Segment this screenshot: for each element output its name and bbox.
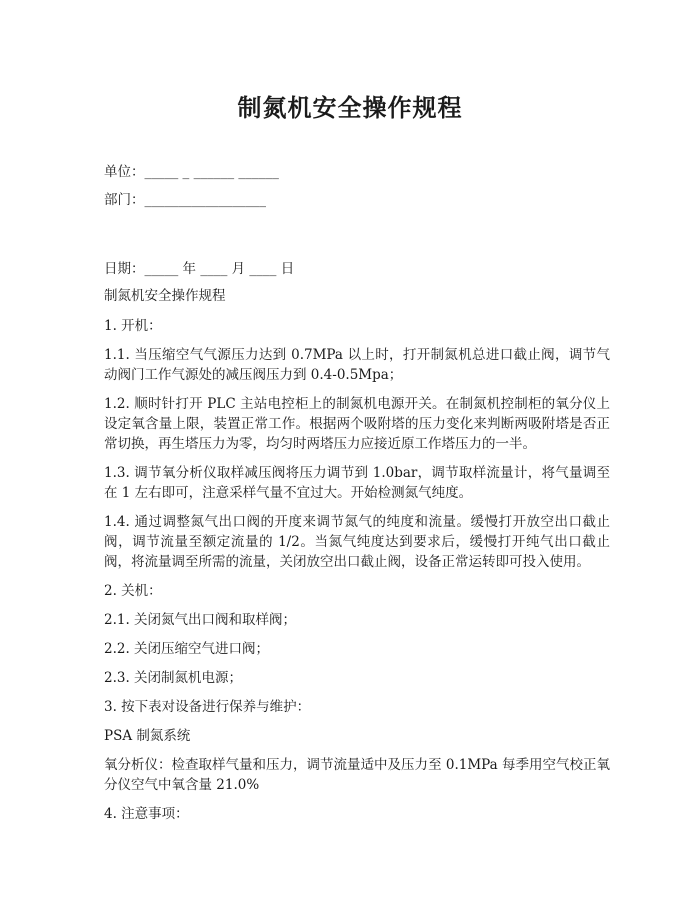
section-maintenance-heading: 3. 按下表对设备进行保养与维护： (104, 699, 311, 715)
maintenance-system-name: PSA 制氮系统 (104, 728, 191, 744)
body-heading: 制氮机安全操作规程 (104, 288, 226, 304)
step-2-1: 2.1. 关闭氮气出口阀和取样阀； (104, 612, 297, 628)
document-title: 制氮机安全操作规程 (237, 93, 463, 122)
step-1-3: 1.3. 调节氧分析仪取样减压阀将压力调节到 1.0bar，调节取样流量计，将气量调至在 1 左右即可，注意采样气量不宜过大。开始检测氮气纯度。 (104, 465, 610, 501)
document-body (104, 286, 610, 833)
section-notes-heading: 4. 注意事项： (104, 806, 189, 822)
section-shutdown-heading: 2. 关机： (104, 583, 162, 599)
date-field: 日期：_____ 年 ____ 月 ____ 日 (104, 261, 295, 277)
step-1-2: 1.2. 顺时针打开 PLC 主站电控柜上的制氮机电源开关。在制氮机控制柜的氧分仪上设定氧含量上限，装置正常工作。根据两个吸附塔的压力变化来判断两吸附塔是否正常切换，再生塔压力为零，均匀时两塔压力应接近原工作塔压力的一半。 (104, 396, 610, 452)
maintenance-oxygen-analyzer: 氧分析仪：检查取样气量和压力，调节流量适中及压力至 0.1MPa 每季用空气校正氧分仪空气中氧含量 21.0% (104, 757, 610, 793)
section-startup-heading: 1. 开机： (104, 318, 162, 334)
unit-field: 单位：_____ _ ______ ______ (104, 164, 279, 180)
step-1-1: 1.1. 当压缩空气气源压力达到 0.7MPa 以上时，打开制氮机总进口截止阀，调节气动阀门工作气源处的减压阀压力到 0.4-0.5Mpa； (104, 347, 610, 383)
step-2-3: 2.3. 关闭制氮机电源； (104, 670, 243, 686)
step-2-2: 2.2. 关闭压缩空气进口阀； (104, 641, 270, 657)
step-1-4: 1.4. 通过调整氮气出口阀的开度来调节氮气的纯度和流量。缓慢打开放空出口截止阀，调节流量至额定流量的 1/2。当氮气纯度达到要求后，缓慢打开纯气出口截止阀，将流量调至所需的流量，关闭放空出口截止阀，设备正常运转即可投入使用。 (104, 514, 610, 570)
department-field: 部门：__________________ (104, 192, 266, 208)
